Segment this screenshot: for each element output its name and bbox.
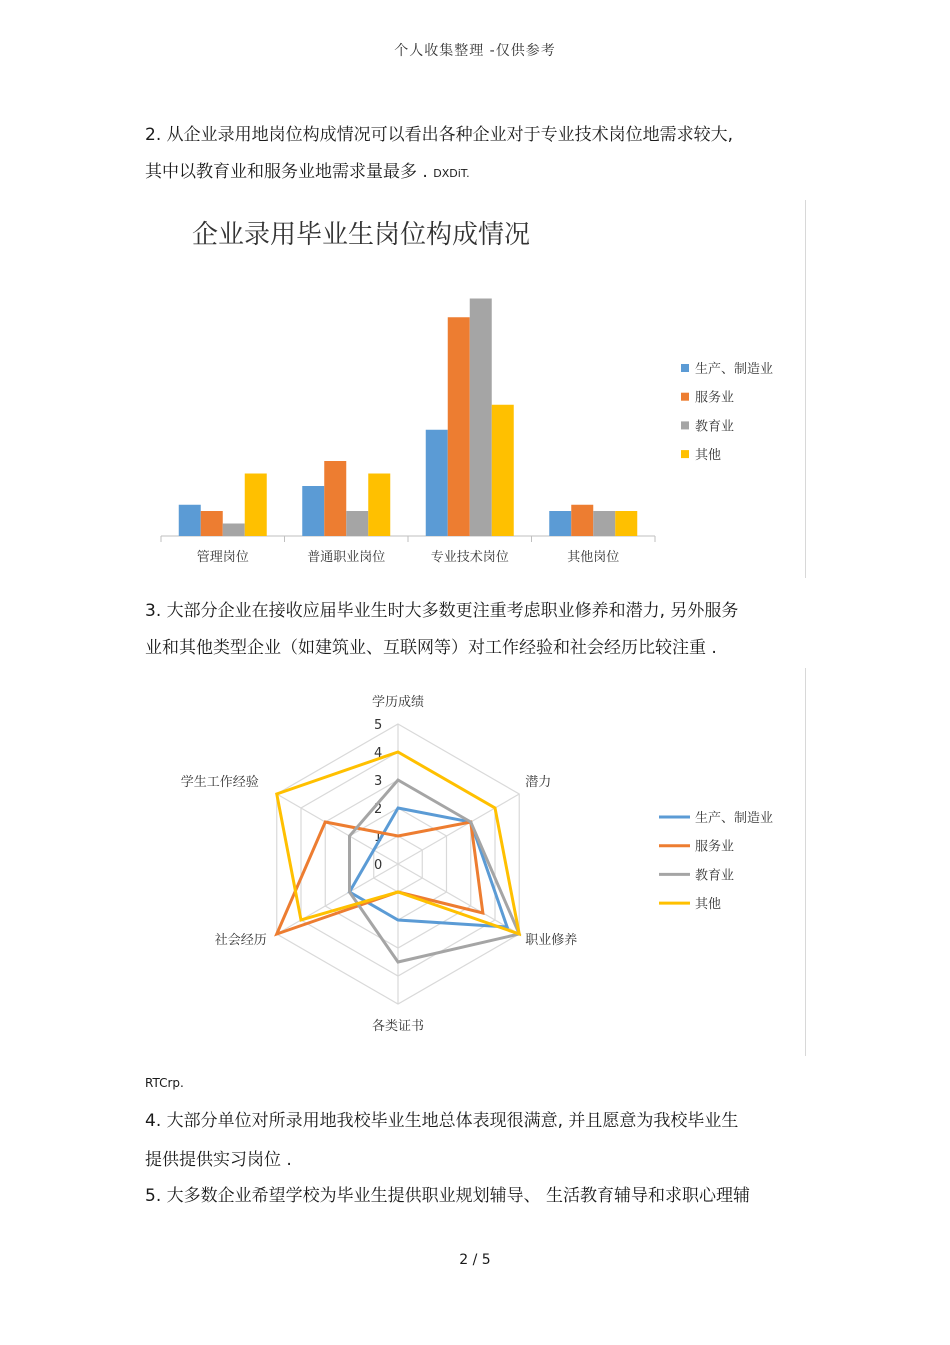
legend-label: 服务业 xyxy=(695,839,735,855)
bar xyxy=(245,474,267,537)
legend-swatch xyxy=(681,364,689,372)
bar xyxy=(571,505,593,536)
page-number: 2 / 5 xyxy=(459,1252,491,1268)
bar xyxy=(593,511,615,536)
bar xyxy=(324,461,346,536)
radar-axis-label: 社会经历 xyxy=(214,933,267,948)
paragraph-2-tag: DXDiT. xyxy=(433,167,470,180)
paragraph-2-text: 其中以教育业和服务业地需求量最多 . xyxy=(145,162,428,182)
legend-label: 教育业 xyxy=(695,419,735,435)
paragraph-3-line-1: 3. 大部分企业在接收应届毕业生时大多数更注重考虑职业修养和潜力, 另外服务 xyxy=(145,601,739,621)
bar xyxy=(492,405,514,536)
radar-tick-label: 5 xyxy=(374,718,383,733)
bar xyxy=(549,511,571,536)
paragraph-3-line-2: 业和其他类型企业（如建筑业、互联网等）对工作经验和社会经历比较注重 . xyxy=(145,638,717,658)
page-header: 个人收集整理 -仅供参考 xyxy=(394,43,556,59)
radar-chart xyxy=(145,668,805,1058)
radar-axis-label: 学生工作经验 xyxy=(180,775,259,790)
radar-tick-label: 3 xyxy=(374,774,383,789)
legend-label: 其他 xyxy=(695,448,722,464)
x-tick-label: 管理岗位 xyxy=(196,550,249,565)
x-tick-label: 其他岗位 xyxy=(567,550,620,565)
radar-axis-label: 潜力 xyxy=(525,775,552,790)
legend-label: 服务业 xyxy=(695,390,735,406)
radar-tick-label: 4 xyxy=(374,746,383,761)
paragraph-2-line-2 xyxy=(145,157,470,189)
chart-2-border xyxy=(805,668,806,1056)
legend-swatch xyxy=(681,421,689,429)
radar-tick-label: 0 xyxy=(374,858,383,873)
legend-swatch xyxy=(681,393,689,401)
chart-1-border xyxy=(805,200,806,578)
bar xyxy=(615,511,637,536)
legend-label: 生产、制造业 xyxy=(695,362,774,377)
radar-tick-label: 2 xyxy=(374,802,383,817)
paragraph-2-line-1: 2. 从企业录用地岗位构成情况可以看出各种企业对于专业技术岗位地需求较大, xyxy=(145,125,734,145)
bar xyxy=(448,317,470,536)
legend-label: 生产、制造业 xyxy=(695,811,774,826)
bar xyxy=(179,505,201,536)
bar xyxy=(368,474,390,537)
bar xyxy=(470,299,492,537)
paragraph-4-line-1: 4. 大部分单位对所录用地我校毕业生地总体表现很满意, 并且愿意为我校毕业生 xyxy=(145,1111,739,1131)
radar-axis-label: 职业修养 xyxy=(525,933,578,948)
bar xyxy=(201,511,223,536)
bar xyxy=(426,430,448,536)
chart-title: 企业录用毕业生岗位构成情况 xyxy=(191,220,531,250)
tag-rtcrp: RTCrp. xyxy=(145,1076,184,1090)
legend-label: 其他 xyxy=(695,897,722,913)
x-tick-label: 普通职业岗位 xyxy=(307,550,386,565)
x-tick-label: 专业技术岗位 xyxy=(430,550,509,565)
bar xyxy=(223,524,245,537)
radar-axis-label: 各类证书 xyxy=(371,1019,425,1034)
radar-spoke xyxy=(398,794,519,864)
legend-swatch xyxy=(681,450,689,458)
bar-chart xyxy=(145,200,805,580)
paragraph-5-line-1: 5. 大多数企业希望学校为毕业生提供职业规划辅导、 生活教育辅导和求职心理辅 xyxy=(145,1186,751,1206)
paragraph-4-line-2: 提供提供实习岗位 . xyxy=(145,1150,292,1170)
radar-axis-label: 学历成绩 xyxy=(371,695,425,710)
bar xyxy=(302,486,324,536)
radar-tick-label: 1 xyxy=(374,830,383,845)
legend-label: 教育业 xyxy=(695,868,735,884)
bar xyxy=(346,511,368,536)
